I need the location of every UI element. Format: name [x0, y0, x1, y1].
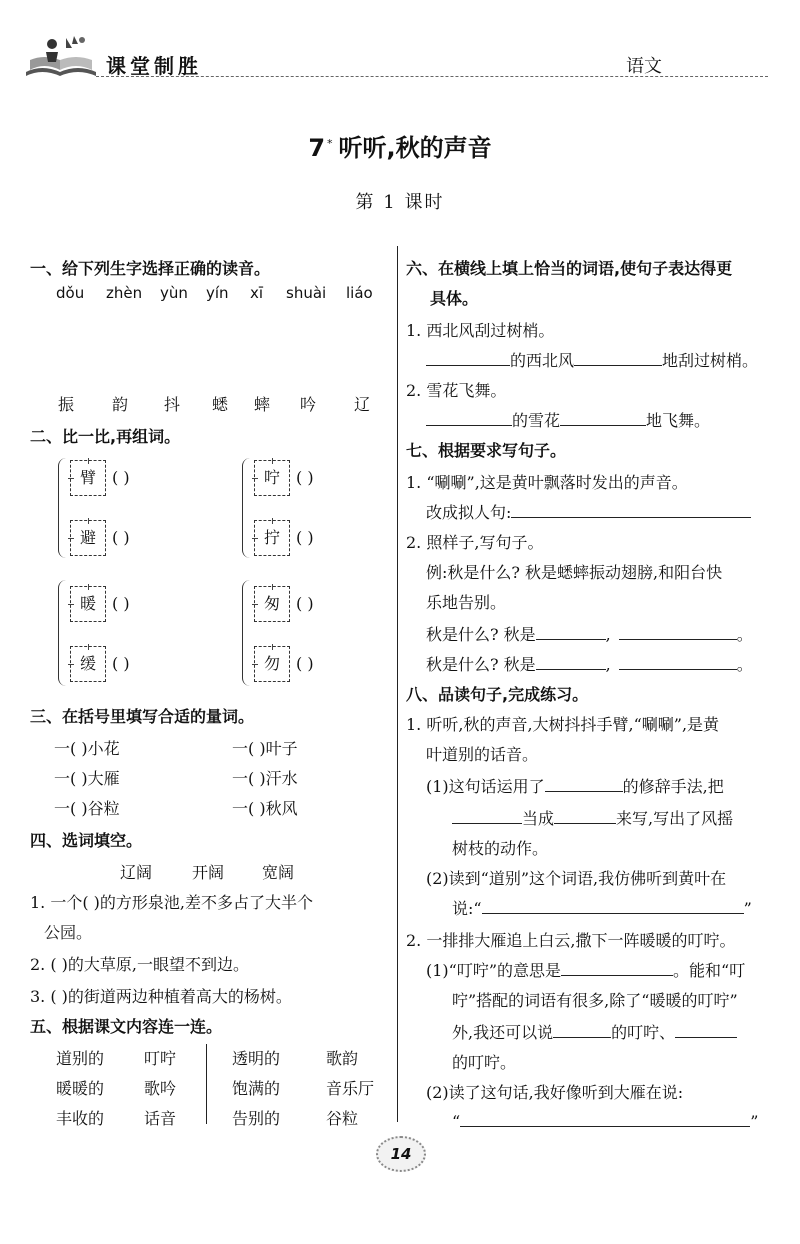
- expand-question: 2. 雪花飞舞。: [406, 381, 507, 400]
- answer-blank[interactable]: [460, 1110, 750, 1127]
- measure-item[interactable]: 一( )谷粒: [54, 799, 120, 818]
- answer-blank[interactable]: [426, 409, 512, 426]
- pinyin-1: dǒu: [56, 284, 85, 302]
- pinyin-7: liáo: [346, 284, 373, 302]
- answer-blank[interactable]: [561, 959, 673, 976]
- punct: “: [452, 1112, 461, 1131]
- answer-prompt: 改成拟人句:: [426, 503, 512, 522]
- question-text: (1)这句话运用了: [426, 777, 545, 796]
- word-blank[interactable]: ( ): [112, 528, 130, 547]
- imitate-answer-line[interactable]: [426, 652, 753, 675]
- match-word[interactable]: 话音: [144, 1109, 177, 1128]
- measure-item[interactable]: 一( )大雁: [54, 769, 120, 788]
- pinyin-2: zhèn: [106, 284, 143, 302]
- char-box: 暖: [70, 586, 106, 622]
- punct: 。: [736, 655, 753, 674]
- answer-blank[interactable]: [536, 623, 606, 640]
- book-logo-icon: [22, 30, 100, 80]
- reading-passage-cont: 叶道别的话音。: [426, 745, 539, 764]
- measure-item[interactable]: 一( )汗水: [232, 769, 298, 788]
- char-3: 抖: [164, 395, 181, 414]
- answer-blank[interactable]: [675, 1021, 737, 1038]
- match-word[interactable]: 透明的: [232, 1049, 281, 1068]
- question-text: 。能和“叮: [673, 961, 746, 980]
- answer-blank[interactable]: [536, 653, 606, 670]
- subject-label: 语文: [626, 56, 662, 77]
- reading-question-cont: 树枝的动作。: [452, 839, 549, 858]
- char-box: 避: [70, 520, 106, 556]
- measure-item[interactable]: 一( )小花: [54, 739, 120, 758]
- expand-question: 1. 西北风刮过树梢。: [406, 321, 555, 340]
- word-blank[interactable]: ( ): [296, 654, 314, 673]
- answer-blank[interactable]: [426, 349, 510, 366]
- lesson-name: 听听,秋的声音: [338, 134, 492, 162]
- reading-question: (2)读了这句话,我好像听到大雁在说:: [426, 1083, 684, 1102]
- match-word[interactable]: 告别的: [232, 1109, 281, 1128]
- expand-answer-line[interactable]: [426, 348, 758, 371]
- rewrite-question: 2. 照样子,写句子。: [406, 533, 544, 552]
- answer-blank[interactable]: [482, 897, 744, 914]
- word-option: 开阔: [192, 863, 225, 882]
- lesson-title: [0, 128, 800, 163]
- answer-blank[interactable]: [619, 653, 737, 670]
- pinyin-5: xī: [250, 284, 264, 302]
- word-blank[interactable]: ( ): [112, 468, 130, 487]
- section-3-heading: 三、在括号里填写合适的量词。: [30, 707, 255, 726]
- match-word[interactable]: 音乐厅: [326, 1079, 375, 1098]
- lesson-mark: *: [327, 137, 333, 150]
- char-box: 咛: [254, 460, 290, 496]
- pinyin-6: shuài: [286, 284, 327, 302]
- pinyin-3: yùn: [160, 284, 188, 302]
- fill-question-cont: 公园。: [44, 923, 93, 942]
- header-divider: [96, 76, 768, 77]
- lesson-period: 第 1 课时: [355, 192, 445, 213]
- match-word[interactable]: 歌韵: [326, 1049, 359, 1068]
- rewrite-answer-line[interactable]: [426, 500, 751, 523]
- char-box: 拧: [254, 520, 290, 556]
- match-word[interactable]: 暖暖的: [56, 1079, 105, 1098]
- punct: ”: [750, 1112, 759, 1131]
- section-6-heading-cont: 具体。: [430, 289, 479, 308]
- question-text: 外,我还可以说: [452, 1023, 554, 1042]
- column-divider: [397, 246, 398, 1122]
- reading-question-line[interactable]: [426, 958, 745, 981]
- word-blank[interactable]: ( ): [296, 468, 314, 487]
- brace: [58, 580, 69, 686]
- section-7-heading: 七、根据要求写句子。: [406, 441, 567, 460]
- char-box: 匆: [254, 586, 290, 622]
- rewrite-question: 1. “唰唰”,这是黄叶飘落时发出的声音。: [406, 473, 688, 492]
- section-8-heading: 八、品读句子,完成练习。: [406, 685, 589, 704]
- answer-blank[interactable]: [452, 807, 522, 824]
- reading-question-line[interactable]: [452, 896, 752, 919]
- answer-blank[interactable]: [511, 501, 751, 518]
- word-blank[interactable]: ( ): [112, 654, 130, 673]
- word-blank[interactable]: ( ): [296, 594, 314, 613]
- punct: 。: [736, 625, 753, 644]
- reading-question-line[interactable]: [426, 774, 724, 797]
- section-6-heading: 六、在横线上填上恰当的词语,使句子表达得更: [406, 259, 733, 278]
- answer-text: 的雪花: [512, 411, 561, 430]
- imitate-answer-line[interactable]: [426, 622, 753, 645]
- answer-blank[interactable]: [553, 1021, 611, 1038]
- match-word[interactable]: 谷粒: [326, 1109, 359, 1128]
- char-6: 吟: [300, 395, 317, 414]
- char-1: 振: [58, 395, 75, 414]
- brace: [242, 580, 253, 686]
- reading-question-line[interactable]: [452, 806, 733, 829]
- word-blank[interactable]: ( ): [112, 594, 130, 613]
- answer-text: 地飞舞。: [646, 411, 711, 430]
- example-text-cont: 乐地告别。: [426, 593, 507, 612]
- section-5-heading: 五、根据课文内容连一连。: [30, 1017, 223, 1036]
- expand-answer-line[interactable]: [426, 408, 710, 431]
- section-4-heading: 四、选词填空。: [30, 831, 143, 850]
- char-box: 臂: [70, 460, 106, 496]
- pinyin-4: yín: [206, 284, 229, 302]
- lesson-number: 7: [308, 134, 326, 162]
- char-box: 勿: [254, 646, 290, 682]
- reading-question-line[interactable]: [452, 1020, 737, 1043]
- example-text: 例:秋是什么? 秋是蟋蟀振动翅膀,和阳台快: [426, 563, 723, 582]
- reading-question-cont: 咛”搭配的词语有很多,除了“暖暖的叮咛”: [452, 991, 738, 1010]
- page-number: 14: [376, 1136, 426, 1172]
- char-4: 蟋: [212, 395, 229, 414]
- question-text: 的叮咛、: [611, 1023, 676, 1042]
- fill-question[interactable]: 3. ( )的街道两边种植着高大的杨树。: [30, 987, 292, 1006]
- answer-blank[interactable]: [619, 623, 737, 640]
- brace: [242, 458, 253, 558]
- word-option: 辽阔: [120, 863, 153, 882]
- answer-text: 地刮过树梢。: [662, 351, 759, 370]
- match-word[interactable]: 叮咛: [144, 1049, 177, 1068]
- measure-item[interactable]: 一( )秋风: [232, 799, 298, 818]
- answer-text: 的西北风: [510, 351, 575, 370]
- char-5: 蟀: [254, 395, 271, 414]
- char-7: 辽: [354, 395, 371, 414]
- reading-question-cont: 的叮咛。: [452, 1053, 517, 1072]
- answer-prompt: 秋是什么? 秋是: [426, 625, 536, 644]
- brand-name: 课堂制胜: [106, 54, 202, 78]
- question-text: (1)“叮咛”的意思是: [426, 961, 562, 980]
- char-box: 缓: [70, 646, 106, 682]
- brace: [58, 458, 69, 558]
- section-1-heading: 一、给下列生字选择正确的读音。: [30, 259, 271, 278]
- match-word[interactable]: 丰收的: [56, 1109, 105, 1128]
- match-word[interactable]: 道别的: [56, 1049, 105, 1068]
- answer-blank[interactable]: [545, 775, 623, 792]
- match-word[interactable]: 饱满的: [232, 1079, 281, 1098]
- reading-passage: 2. 一排排大雁追上白云,撒下一阵暖暖的叮咛。: [406, 931, 736, 950]
- match-word[interactable]: 歌吟: [144, 1079, 177, 1098]
- section-2-heading: 二、比一比,再组词。: [30, 427, 181, 446]
- punct: ,: [605, 625, 611, 644]
- answer-blank[interactable]: [554, 807, 616, 824]
- question-text: 的修辞手法,把: [622, 777, 724, 796]
- answer-blank[interactable]: [560, 409, 646, 426]
- measure-item[interactable]: 一( )叶子: [232, 739, 298, 758]
- question-text: 说:“: [452, 899, 482, 918]
- punct: ,: [605, 655, 611, 674]
- match-divider: [206, 1044, 207, 1124]
- question-text: 当成: [522, 809, 555, 828]
- punct: ”: [743, 899, 752, 918]
- word-blank[interactable]: ( ): [296, 528, 314, 547]
- word-option: 宽阔: [262, 863, 295, 882]
- fill-question[interactable]: 2. ( )的大草原,一眼望不到边。: [30, 955, 250, 974]
- char-2: 韵: [112, 395, 129, 414]
- reading-question-line[interactable]: [452, 1110, 758, 1131]
- fill-question[interactable]: 1. 一个( )的方形泉池,差不多占了大半个: [30, 893, 314, 912]
- reading-question: (2)读到“道别”这个词语,我仿佛听到黄叶在: [426, 869, 727, 888]
- reading-passage: 1. 听听,秋的声音,大树抖抖手臂,“唰唰”,是黄: [406, 715, 720, 734]
- answer-blank[interactable]: [574, 349, 662, 366]
- question-text: 来写,写出了风摇: [616, 809, 734, 828]
- answer-prompt: 秋是什么? 秋是: [426, 655, 536, 674]
